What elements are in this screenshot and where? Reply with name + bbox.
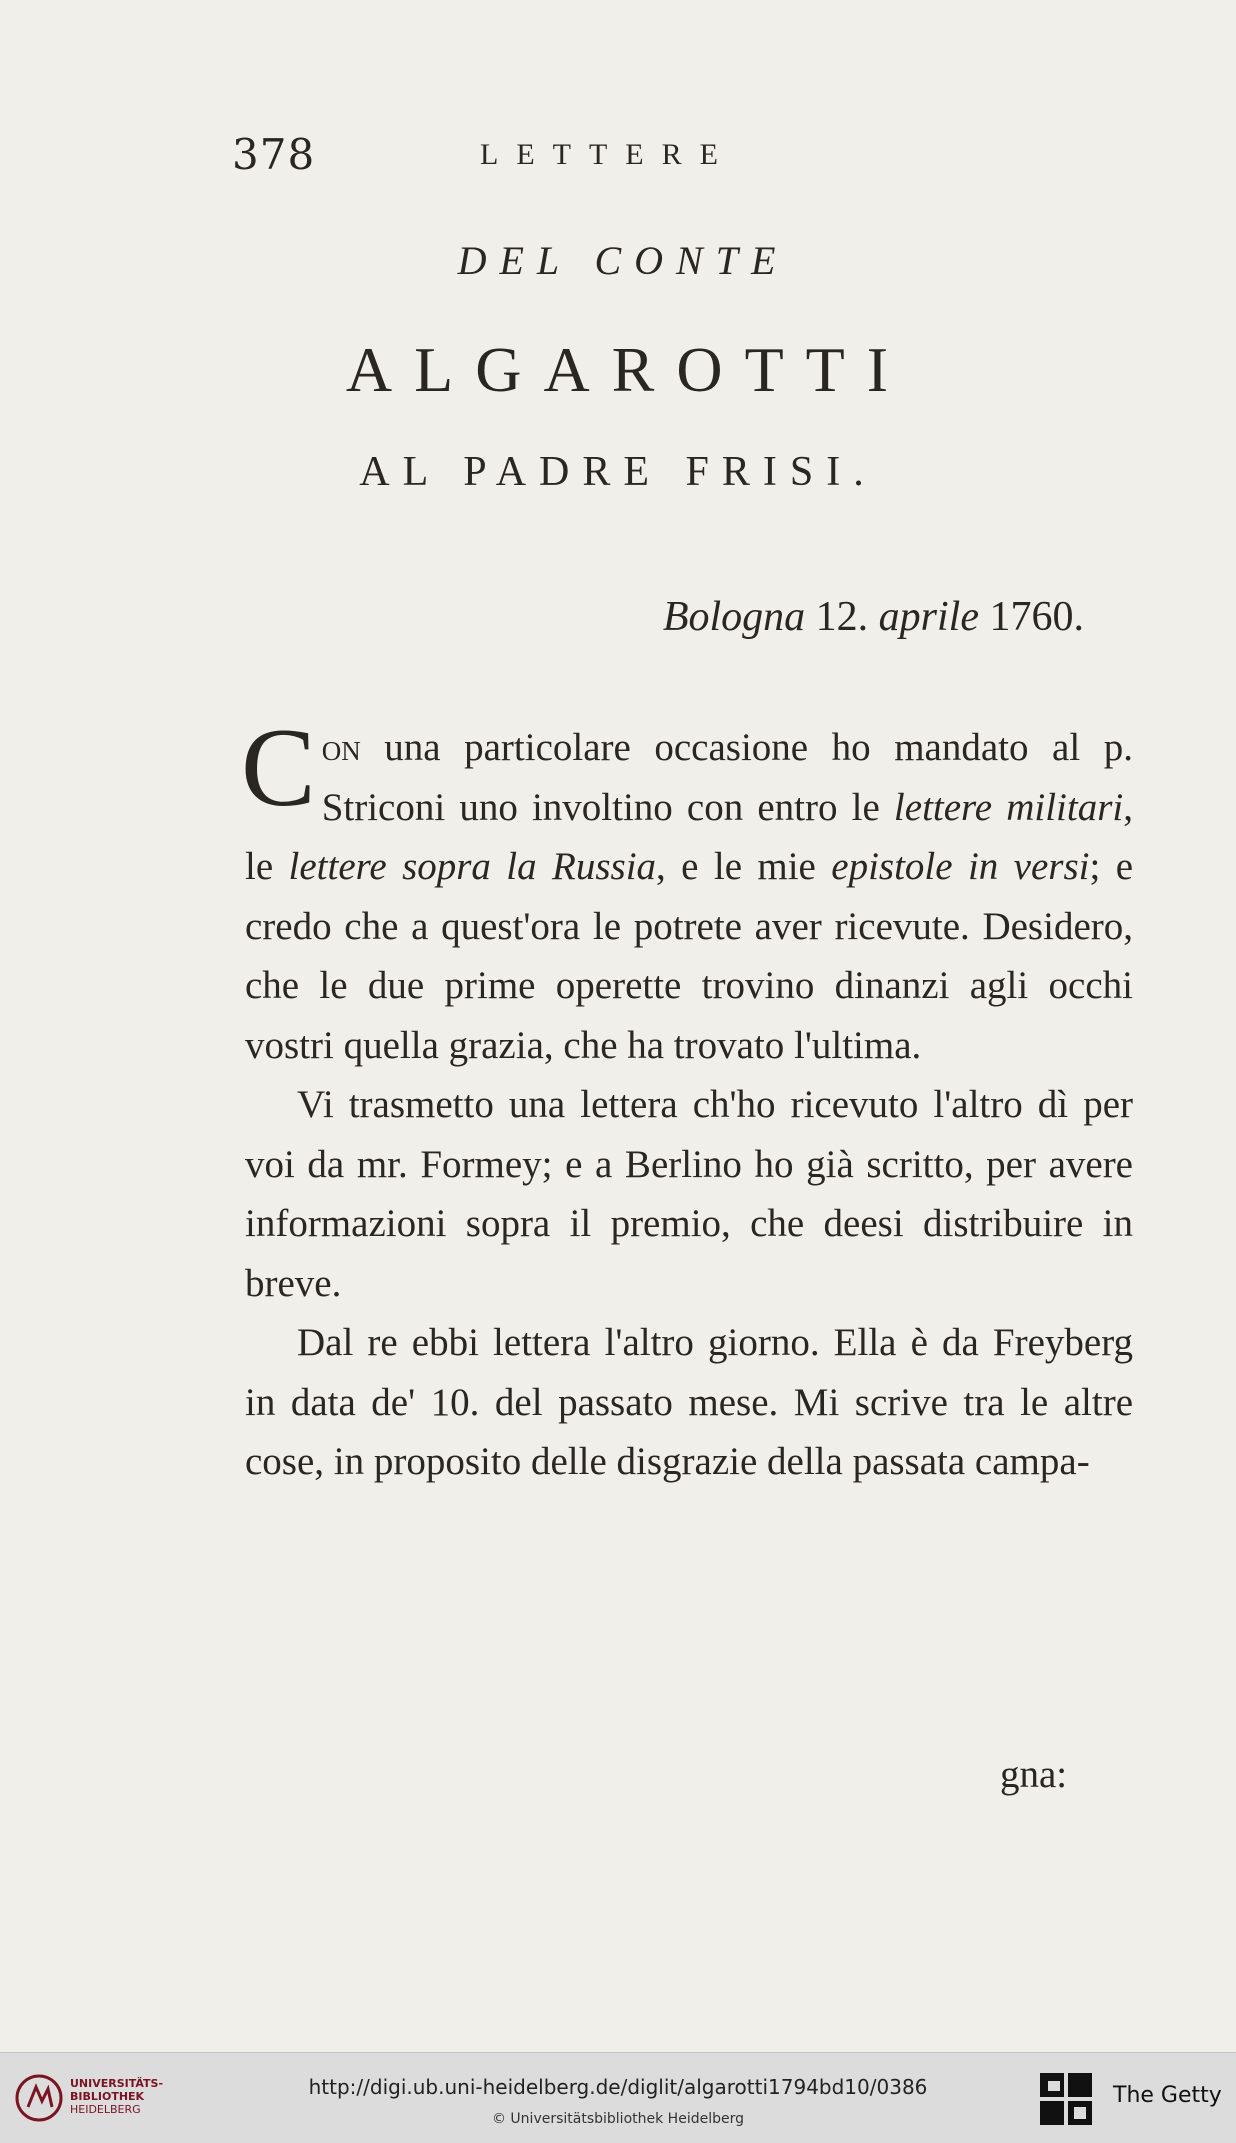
paragraph-1 [241, 706, 1134, 1075]
institution-name: UNIVERSITÄTS- BIBLIOTHEK HEIDELBERG [70, 2077, 164, 2116]
letter-body [241, 706, 1134, 1492]
dateline [663, 593, 1084, 641]
p1-italic-1: lettere militari [893, 785, 1124, 829]
viewer-footer [0, 2052, 1236, 2143]
page-url-link[interactable]: http://digi.ub.uni-heidelberg.de/diglit/algarotti1794bd10/0386 [308, 2075, 928, 2099]
paragraph-2: Vi trasmetto una lettera ch'ho ricevuto l'altro dì per voi da mr. Formey; e a Berlino ho già scritto, per avere informazioni sopra il premio, che deesi distribuire in breve. [245, 1083, 1133, 1305]
getty-logo-icon [1038, 2071, 1094, 2127]
p1-text-1: una particolare occasione ho mandato al p. Striconi uno involtino con entro le [321, 726, 1133, 829]
copyright-notice: © Universitätsbibliothek Heidelberg [491, 2111, 744, 2127]
page-number: 378 [232, 130, 316, 179]
p1-italic-2: lettere sopra la Russia [288, 845, 657, 888]
dateline-place: Bologna [662, 594, 806, 640]
dateline-day: 12. [815, 594, 869, 640]
title-line-3: AL PADRE FRISI. [359, 449, 877, 495]
running-title: LETTERE [480, 138, 736, 171]
drop-cap: C [241, 706, 316, 830]
p1-italic-3: epistole in versi [831, 845, 1090, 888]
paragraph-3: Dal re ebbi lettera l'altro giorno. Ella è da Freyberg in data de' 10. del passato mese. Mi scrive tra le altre cose, in proposito delle disgrazie della passata campa- [245, 1321, 1133, 1483]
partner-name: The Getty [1113, 2083, 1222, 2108]
dateline-month: aprile [878, 594, 979, 640]
opening-word: on [321, 726, 361, 769]
p1-text-3: , e le mie [656, 845, 832, 888]
dateline-year: 1760. [989, 594, 1084, 640]
catchword: gna: [1000, 1753, 1068, 1796]
title-line-1: DEL CONTE [457, 238, 789, 283]
p1-text-4: ; e credo che a quest'ora le potrete aver ricevute. Desidero, che le due prime operette trovino dinanzi agli occhi vostri quella grazia, che ha trovato l'ultima. [245, 845, 1134, 1067]
p1-text-2: , le [245, 785, 1133, 888]
title-line-2: ALGAROTTI [345, 334, 911, 405]
